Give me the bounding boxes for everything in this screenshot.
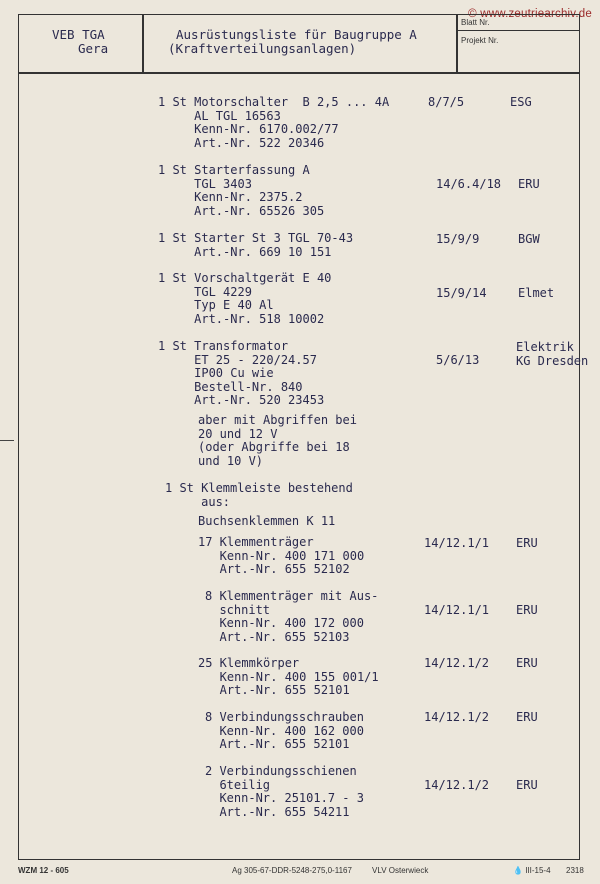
drop-icon: 💧 [513,866,523,875]
item-verbindungsschrauben-mfr: ERU [516,710,538,724]
form-code-text: III-15-4 [525,866,551,875]
item-motorschalter: 1 St Motorschalter B 2,5 ... 4A AL TGL 16563 Kenn-Nr. 6170.002/77 Art.-Nr. 522 20346 [158,95,390,150]
item-klemmleiste: 1 St Klemmleiste bestehend aus: [165,481,353,509]
document-subtitle: (Kraftverteilungsanlagen) [168,41,357,56]
item-transformator-note: aber mit Abgriffen bei 20 und 12 V (oder Abgriffe bei 18 und 10 V) [198,413,357,468]
item-klemmkoerper-mfr: ERU [516,656,538,670]
item-starterfassung-mfr: ERU [518,177,540,191]
item-starterfassung: 1 St Starterfassung A TGL 3403 Kenn-Nr. 2375.2 Art.-Nr. 65526 305 [158,163,325,218]
item-verbindungsschienen-ref: 14/12.1/2 [424,778,490,792]
item-starter-ref: 15/9/9 [436,232,480,246]
header-sheet-divider [456,30,580,31]
item-klemmentraeger-8: 8 Klemmenträger mit Aus- schnitt Kenn-Nr. 400 172 000 Art.-Nr. 655 52103 [205,589,379,644]
item-klemmentraeger-17-mfr: ERU [516,536,538,550]
item-starter: 1 St Starter St 3 TGL 70-43 Art.-Nr. 669 10 151 [158,231,354,259]
publisher: VLV Osterwieck [372,866,429,875]
item-verbindungsschrauben: 8 Verbindungsschrauben Kenn-Nr. 400 162 000 Art.-Nr. 655 52101 [205,710,364,751]
watermark: © www.zeutriearchiv.de [468,8,592,20]
header-column-divider-1 [142,14,144,72]
item-motorschalter-mfr: ESG [510,95,532,109]
item-motorschalter-ref: 8/7/5 [428,95,465,109]
item-verbindungsschienen: 2 Verbindungsschienen 6teilig Kenn-Nr. 25101.7 - 3 Art.-Nr. 655 54211 [205,764,364,819]
item-transformator-ref: 5/6/13 [436,353,480,367]
item-vorschaltgeraet: 1 St Vorschaltgerät E 40 TGL 4229 Typ E 40 Al Art.-Nr. 518 10002 [158,271,332,326]
item-transformator: 1 St Transformator ET 25 - 220/24.57 IP00 Cu wie Bestell-Nr. 840 Art.-Nr. 520 23453 [158,339,325,407]
document-title: Ausrüstungsliste für Baugruppe A [176,27,417,42]
header-divider [18,72,580,74]
item-klemmentraeger-8-ref: 14/12.1/1 [424,603,490,617]
item-klemmentraeger-8-mfr: ERU [516,603,538,617]
item-verbindungsschienen-mfr: ERU [516,778,538,792]
print-info: Ag 305-67-DDR-5248-275,0-1167 [232,866,352,875]
item-klemmentraeger-17-ref: 14/12.1/1 [424,536,490,550]
company-city: Gera [78,41,109,56]
punch-mark [0,440,14,441]
item-klemmkoerper: 25 Klemmkörper Kenn-Nr. 400 155 001/1 Art.-Nr. 655 52101 [198,656,379,697]
item-verbindungsschrauben-ref: 14/12.1/2 [424,710,490,724]
header-column-divider-2 [456,14,458,72]
item-buchsenklemmen: Buchsenklemmen K 11 [198,514,336,528]
project-number-label: Projekt Nr. [461,36,499,45]
form-number: WZM 12 - 605 [18,866,69,875]
item-transformator-mfr: Elektrik KG Dresden [516,340,589,368]
company-name: VEB TGA [52,27,105,42]
sheet-number-label: Blatt Nr. [461,18,490,27]
item-starterfassung-ref: 14/6.4/18 [436,177,502,191]
item-starter-mfr: BGW [518,232,540,246]
item-klemmkoerper-ref: 14/12.1/2 [424,656,490,670]
item-klemmentraeger-17: 17 Klemmenträger Kenn-Nr. 400 171 000 Art.-Nr. 655 52102 [198,535,365,576]
form-serial: 2318 [566,866,584,875]
form-code [513,866,551,875]
item-vorschaltgeraet-mfr: Elmet [518,286,555,300]
item-vorschaltgeraet-ref: 15/9/14 [436,286,487,300]
